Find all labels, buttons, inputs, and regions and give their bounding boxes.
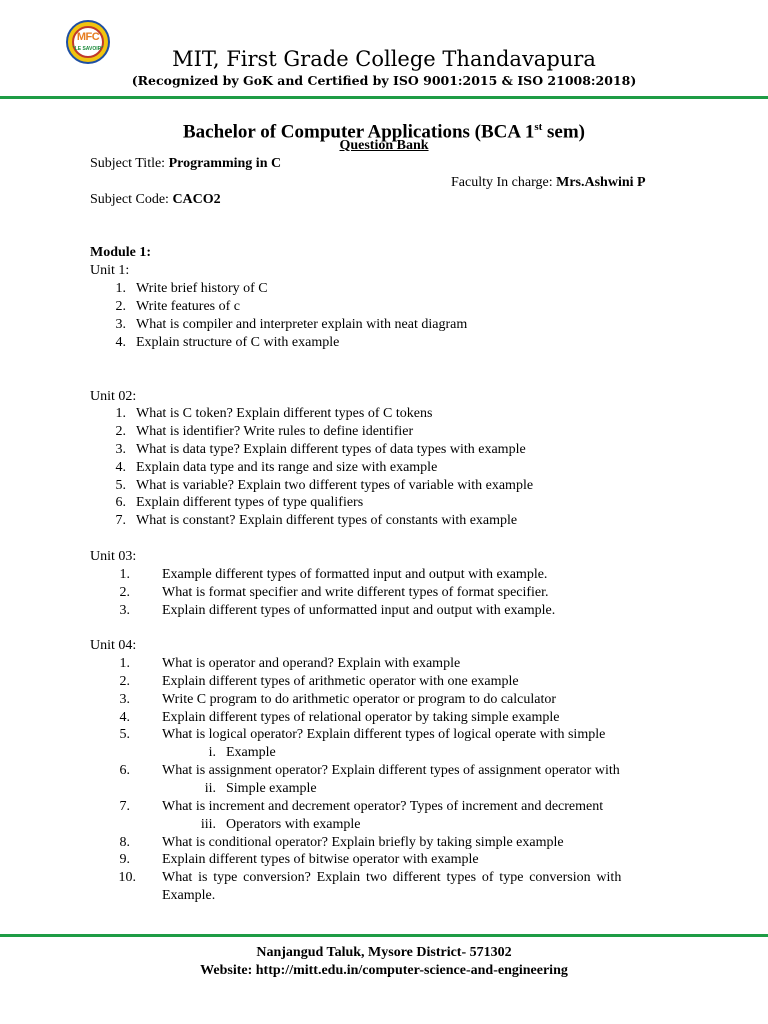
college-name: MIT, First Grade College Thandavapura — [172, 47, 596, 71]
list-item: What is data type? Explain different types of data types with example — [136, 442, 526, 457]
list-item: Explain different types of relational operator by taking simple example — [162, 710, 560, 725]
list-item: What is compiler and interpreter explain with neat diagram — [136, 317, 468, 332]
unit-title: Unit 03: — [90, 549, 137, 564]
subject-title-value: Programming in C — [168, 156, 282, 171]
list-item: Explain different types of unformatted input and output with example. — [162, 603, 556, 618]
list-item-number: 7. — [119, 799, 130, 814]
list-item-number: 1. — [119, 656, 130, 671]
list-item: What is conditional operator? Explain briefly by taking simple example — [162, 835, 564, 850]
list-item: Explain different types of bitwise operator with example — [162, 852, 479, 867]
footer-website: Website: http://mitt.edu.in/computer-science-and-engineering — [200, 963, 568, 978]
faculty-value: Mrs.Ashwini P — [556, 175, 646, 190]
sub-item-number: ii. — [204, 781, 216, 796]
list-item-number: 2. — [119, 674, 130, 689]
list-item-number: 1. — [115, 406, 126, 421]
list-item-number: 2. — [119, 585, 130, 600]
list-item: Write features of c — [136, 299, 240, 314]
unit-title: Unit 1: — [90, 263, 130, 278]
list-item-number: 3. — [119, 692, 130, 707]
list-item-number: 1. — [119, 567, 130, 582]
list-item-number: 10. — [118, 870, 136, 885]
list-item: What is increment and decrement operator? Types of increment and decrement — [162, 799, 604, 814]
faculty-line — [451, 174, 646, 192]
list-item: What is operator and operand? Explain with example — [162, 656, 461, 671]
list-item-number: 5. — [115, 478, 126, 493]
list-item: What is variable? Explain two different types of variable with example — [136, 478, 534, 493]
list-item-continuation: Example. — [162, 888, 216, 903]
sub-item-number: i. — [208, 745, 216, 760]
list-item-number: 5. — [119, 727, 130, 742]
list-item: Write brief history of C — [136, 281, 268, 296]
list-item-number: 7. — [115, 513, 126, 528]
list-item: Explain different types of type qualifiers — [136, 495, 364, 510]
list-item: What is assignment operator? Explain different types of assignment operator with — [162, 763, 620, 778]
list-item-number: 1. — [115, 281, 126, 296]
list-item-number: 9. — [119, 852, 130, 867]
list-item: Explain structure of C with example — [136, 335, 340, 350]
list-item: What is type conversion? Explain two different types of type conversion with — [162, 870, 622, 885]
subject-title-label: Subject Title: — [90, 156, 169, 171]
list-item: What is C token? Explain different types of C tokens — [136, 406, 433, 421]
recognition-line: (Recognized by GoK and Certified by ISO 9001:2015 & ISO 21008:2018) — [131, 73, 637, 88]
list-item-number: 6. — [115, 495, 126, 510]
list-item-number: 4. — [115, 335, 126, 350]
list-item: What is identifier? Write rules to define identifier — [136, 424, 414, 439]
sub-item: Example — [226, 745, 276, 760]
sub-item: Operators with example — [226, 817, 361, 832]
list-item: Example different types of formatted input and output with example. — [162, 567, 548, 582]
list-item-number: 2. — [115, 299, 126, 314]
sub-item: Simple example — [226, 781, 317, 796]
list-item-number: 3. — [119, 603, 130, 618]
subject-code-value: CACO2 — [172, 192, 221, 207]
footer-divider — [0, 934, 768, 937]
list-item: Write C program to do arithmetic operator or program to do calculator — [162, 692, 557, 707]
list-item-number: 8. — [119, 835, 130, 850]
list-item-number: 4. — [119, 710, 130, 725]
list-item: What is format specifier and write different types of format specifier. — [162, 585, 549, 600]
course-title-main: Bachelor of Computer Applications (BCA 1 — [182, 121, 535, 143]
header-divider — [0, 96, 768, 99]
module-title: Module 1: — [90, 245, 152, 260]
sub-item-number: iii. — [200, 817, 216, 832]
unit-title: Unit 02: — [90, 389, 137, 404]
logo-subtext: "LE SAVOIR" — [72, 46, 104, 52]
logo-text: MFC — [76, 31, 100, 43]
faculty-label: Faculty In charge: — [451, 175, 557, 190]
question-bank-heading: Question Bank — [339, 138, 429, 153]
subject-code-label: Subject Code: — [90, 192, 173, 207]
list-item-number: 6. — [119, 763, 130, 778]
list-item: Explain different types of arithmetic operator with one example — [162, 674, 519, 689]
unit-title: Unit 04: — [90, 638, 137, 653]
list-item: What is constant? Explain different types of constants with example — [136, 513, 518, 528]
course-title-end: sem) — [542, 121, 586, 143]
list-item-number: 2. — [115, 424, 126, 439]
list-item-number: 3. — [115, 317, 126, 332]
list-item: What is logical operator? Explain different types of logical operate with simple — [162, 727, 606, 742]
course-title-sup: st — [534, 121, 543, 133]
subject-title-line — [90, 155, 281, 173]
footer-address: Nanjangud Taluk, Mysore District- 571302 — [256, 945, 512, 960]
subject-code-line — [90, 191, 221, 209]
list-item-number: 4. — [115, 460, 126, 475]
list-item-number: 3. — [115, 442, 126, 457]
list-item: Explain data type and its range and size with example — [136, 460, 438, 475]
